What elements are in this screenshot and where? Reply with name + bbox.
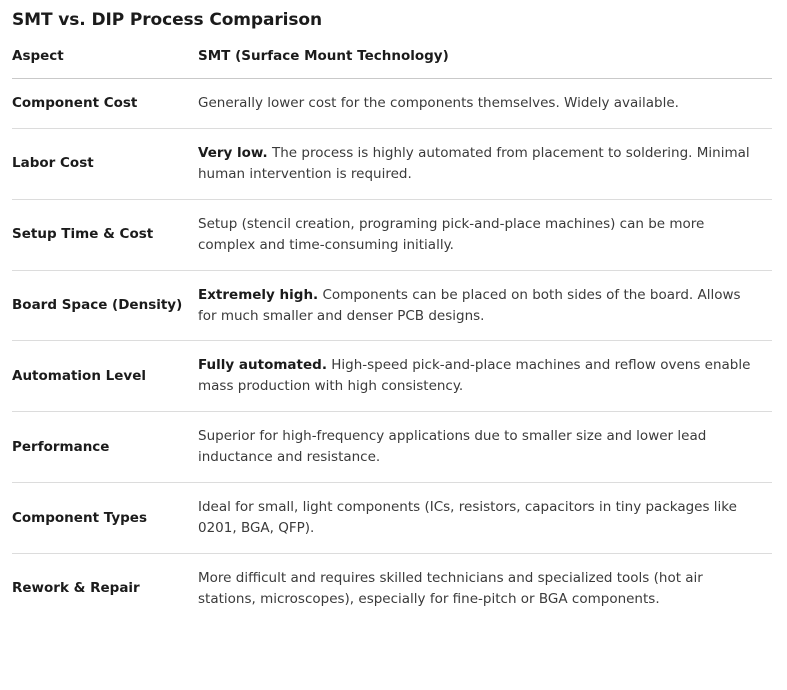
- row-detail-text: More difficult and requires skilled technicians and specialized tools (hot air stations, microscopes), especially for fine-pitch or BGA components.: [198, 569, 703, 607]
- table-header-row: [12, 48, 772, 79]
- table-row: [12, 199, 772, 270]
- row-detail: [198, 412, 772, 483]
- row-aspect-label: Rework & Repair: [12, 580, 140, 597]
- row-detail: [198, 79, 772, 129]
- comparison-table: [12, 48, 772, 624]
- row-aspect-label: Component Types: [12, 483, 198, 554]
- table-row: [12, 270, 772, 341]
- row-aspect-label: Performance: [12, 412, 198, 483]
- row-detail-text: Setup (stencil creation, programing pick-and-place machines) can be more complex and time-consuming initially.: [198, 215, 705, 253]
- row-detail-text: High-speed pick-and-place machines and reflow ovens enable mass production with high consistency.: [198, 357, 751, 395]
- table-header: [12, 48, 772, 79]
- table-row: [12, 483, 772, 554]
- row-aspect-label: Setup Time & Cost: [12, 199, 198, 270]
- table-body: [12, 79, 772, 624]
- row-detail-lead: Very low.: [198, 144, 268, 161]
- row-detail-text: Ideal for small, light components (ICs, resistors, capacitors in tiny packages like 0201, BGA, QFP).: [198, 499, 737, 537]
- page-title: SMT vs. DIP Process Comparison: [12, 10, 322, 30]
- row-aspect-label: Automation Level: [12, 341, 198, 412]
- table-row: [12, 79, 772, 129]
- row-detail: [198, 553, 772, 623]
- row-detail-lead: Fully automated.: [198, 357, 327, 374]
- table-row: [12, 341, 772, 412]
- row-detail: [198, 341, 772, 412]
- row-detail: [198, 128, 772, 199]
- row-detail: [198, 483, 772, 554]
- table-row: [12, 553, 772, 623]
- row-detail-text: Components can be placed on both sides of the board. Allows for much smaller and denser PCB designs.: [198, 286, 741, 324]
- table-row: [12, 128, 772, 199]
- row-aspect-label: Component Cost: [12, 79, 198, 129]
- row-detail-text: Generally lower cost for the components themselves. Widely available.: [198, 95, 679, 111]
- table-row: [12, 412, 772, 483]
- column-header-smt: SMT (Surface Mount Technology): [198, 48, 772, 79]
- row-aspect-label: Board Space (Density): [12, 270, 198, 341]
- column-header-aspect: Aspect: [12, 48, 198, 79]
- row-detail-lead: Extremely high.: [198, 286, 319, 303]
- row-detail: [198, 199, 772, 270]
- row-detail-text: The process is highly automated from placement to soldering. Minimal human intervention is required.: [198, 144, 750, 182]
- row-aspect-label: Labor Cost: [12, 128, 198, 199]
- row-detail: [198, 270, 772, 341]
- row-detail-text: Superior for high-frequency applications due to smaller size and lower lead inductance and resistance.: [198, 428, 707, 466]
